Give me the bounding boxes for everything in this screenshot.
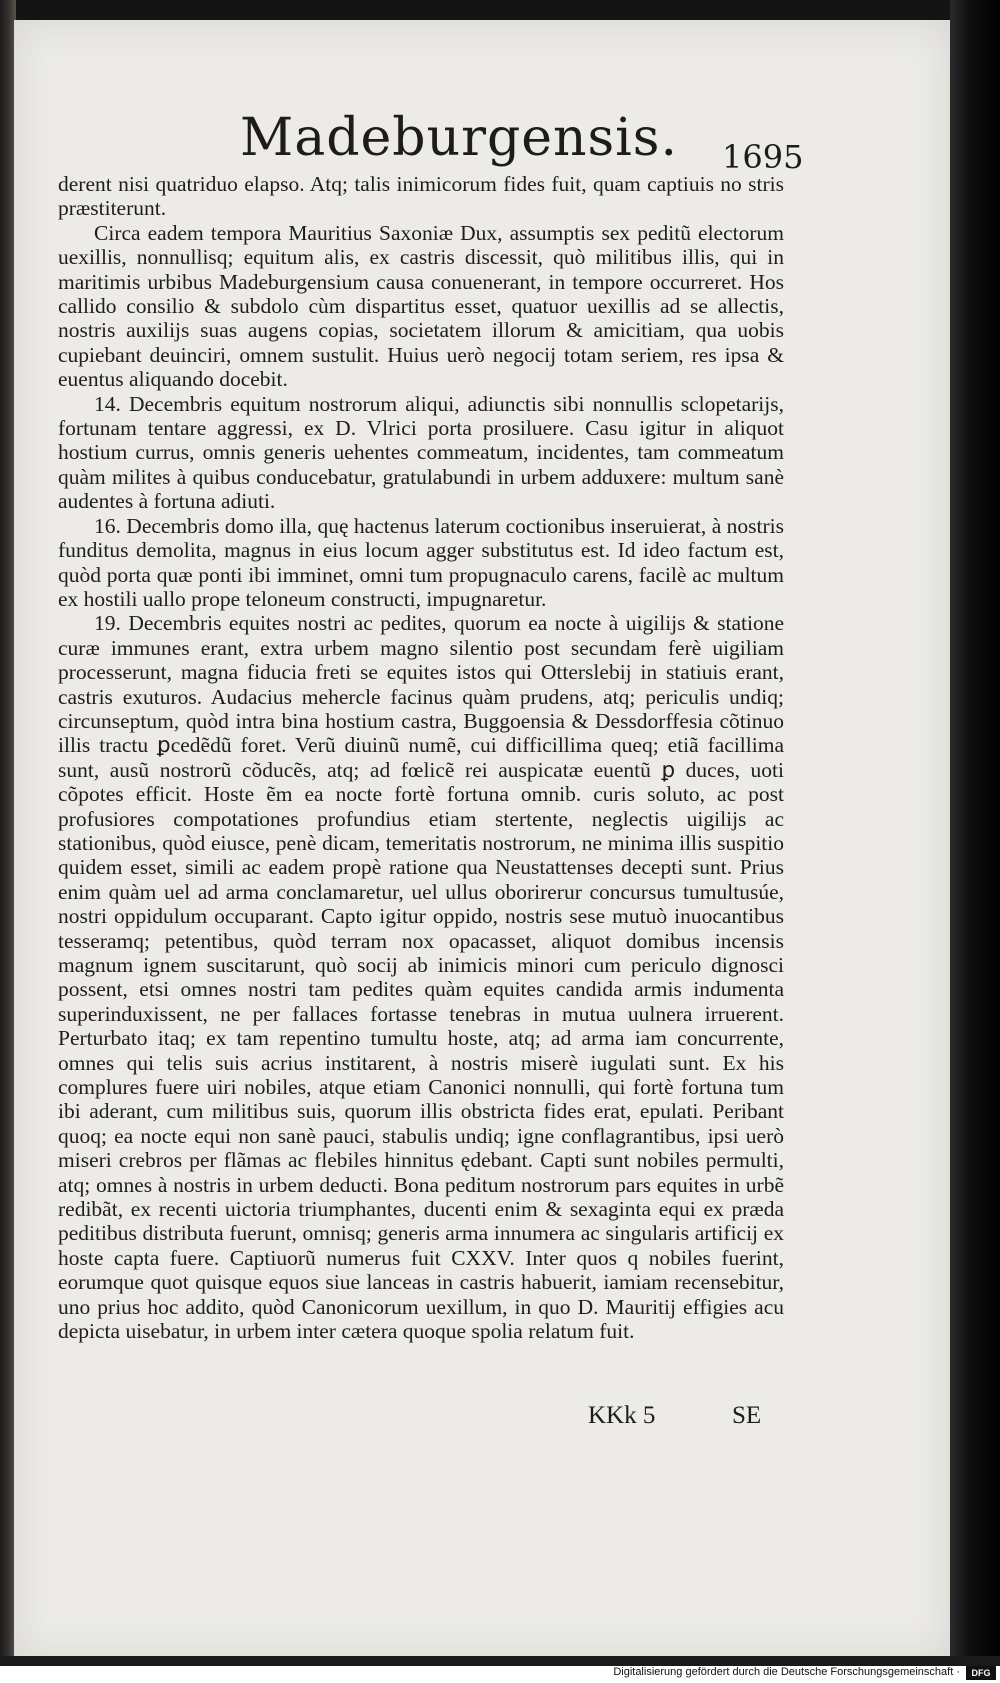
signature-mark: KKk 5 xyxy=(588,1402,656,1429)
scan-right-edge xyxy=(950,0,1000,1664)
paragraph-mauritius: Circa eadem tempora Mauritius Saxoniæ Dux, assumptis sex peditũ electorum uexillis, nonnullisq; equitum alis, ex castris discessit, quò militibus illis, qui in maritimis urbibus Madeburgensium causa conuenerant, in tempore occurreret. Hos callido consilio & subdolo cùm dispartitus esset, quatuor uexillis ad se allectis, nostris auxilijs suas augens copias, societatem illorum & amicitiam, qua uobis cupiebant deuinciri, omnem sustulit. Huius uerò negocij totam seriem, res ipsa & euentus aliquando docebit. xyxy=(58,220,784,392)
paragraph-19-decembris: 19. Decembris equites nostri ac pedites, quorum ea nocte à uigilijs & statione curæ immunes erant, extra urbem magno silentio post secundam ferè uigiliam processerunt, magna fiducia freti se equites istos qui Otterslebij in statiuis erant, castris exuturos. Audacius mehercle facinus quàm prudens, atq; periculis undiq; circunseptum, quòd intra bina hostium castra, Buggoensia & Dessdorffesia cõtinuo illis tractu ꝑcedẽdũ foret. Verũ diuinũ numẽ, cui difficillima queq; etiã facillima sunt, ausũ nostrorũ cõducẽs, atq; ad fœlicẽ rei auspicatæ euentũ ꝑ duces, uoti cõpotes efficit. Hoste ẽm ea nocte fortè fortuna omnib. curis soluto, ac post profusiores compotationes profundius etiam stertente, neglectis uigilijs ac stationibus, quòd eiusce, penè dicam, temeritatis nostrorum, ne minima illis suspitio quidem esset, simili ac eadem propè ratione qua Neustattenses decepti sunt. Prius enim quàm uel ad arma conclamaretur, uel ullus oborirerur concursus tumultusúe, nostri oppidulum occuparant. Capto igitur oppido, nostris sese mutuò inuocantibus tesseramq; petentibus, quòd terram nox opacasset, aliquot domibus incensis magnum ignem suscitarunt, quò socij ab inimicis minori cum periculo dignosci possent, etsi omnes nostri tam pedites quàm equites candida armis indumenta superinduxissent, ne per fallaces fortasse tenebras in mutua uulnera irruerent. Perturbato itaq; ex tam repentino tumultu hoste, atq; ad arma iam concurrente, omnes qui telis suis acrius institarent, à nostris miserè iugulati sunt. Ex his complures fuere uiri nobiles, atque etiam Canonici nonnulli, qui fortè fortuna tum ibi aderant, cum militibus suis, quorum illis obstricta fides erat, epulati. Peribant quoq; ea nocte equi non sanè pauci, stabulis undiq; igne conflagrantibus, ipsi uerò miseri crebros per flãmas ac flebiles hinnitus ędebant. Capti sunt nobiles permulti, atq; omnes à nostris in urbem deducti. Bona peditum nostrorum pars equites in urbẽ redibãt, ex recenti uictoria triumphantes, ducenti enim & sexaginta equi ex præda peditibus distributa fuerunt, omnisq; generis arma innumera ac singularis artificij ex hoste capta fuere. Captiuorũ numerus fuit CXXV. Inter quos q nobiles fuerint, eorumque quot quisque equos siue lanceas in castris habuerit, iamiam recensebitur, uno prius hoc addito, quòd Canonicorum uexillum, in quo D. Mauritij effigies acu depicta uisebatur, in urbem inter cætera quoque spolia relatum fuit. xyxy=(58,611,784,1344)
paragraph-16-decembris: 16. Decembris domo illa, quę hactenus laterum coctionibus inseruierat, à nostris funditus demolita, magnus in eius locum agger substitutus est. Id ideo factum est, quòd porta quæ ponti ibi imminet, omni tum propugnaculo carens, facilè ac multum ex hostili uallo prope teloneum constructi, impugnaretur. xyxy=(58,513,784,611)
paragraph-continuation: derent nisi quatriduo elapso. Atq; talis inimicorum fides fuit, quam captiuis no stris præstiterunt. xyxy=(58,172,784,221)
page-number: 1695 xyxy=(722,138,804,176)
running-title: Madeburgensis. xyxy=(240,108,679,168)
scan-bottom-edge xyxy=(0,1656,1000,1666)
scan-top-edge xyxy=(14,0,1000,22)
catchword: SE xyxy=(732,1402,762,1429)
dfg-logo: DFG xyxy=(966,1666,996,1680)
body-text xyxy=(58,172,784,1344)
digitization-credit: Digitalisierung gefördert durch die Deutsche Forschungsgemeinschaft · xyxy=(613,1666,960,1678)
paragraph-14-decembris: 14. Decembris equitum nostrorum aliqui, adiunctis sibi nonnullis sclopetarijs, fortunam tentare aggressi, ex D. Vlrici porta prosiluere. Casu igitur in aliquot hostium currus, omnis generis uehentes commeatum, incidentes, tam commeatum quàm milites à quibus conducebatur, gratulabundi in urbem adduxere: multum sanè audentes à fortuna adiuti. xyxy=(58,391,784,514)
